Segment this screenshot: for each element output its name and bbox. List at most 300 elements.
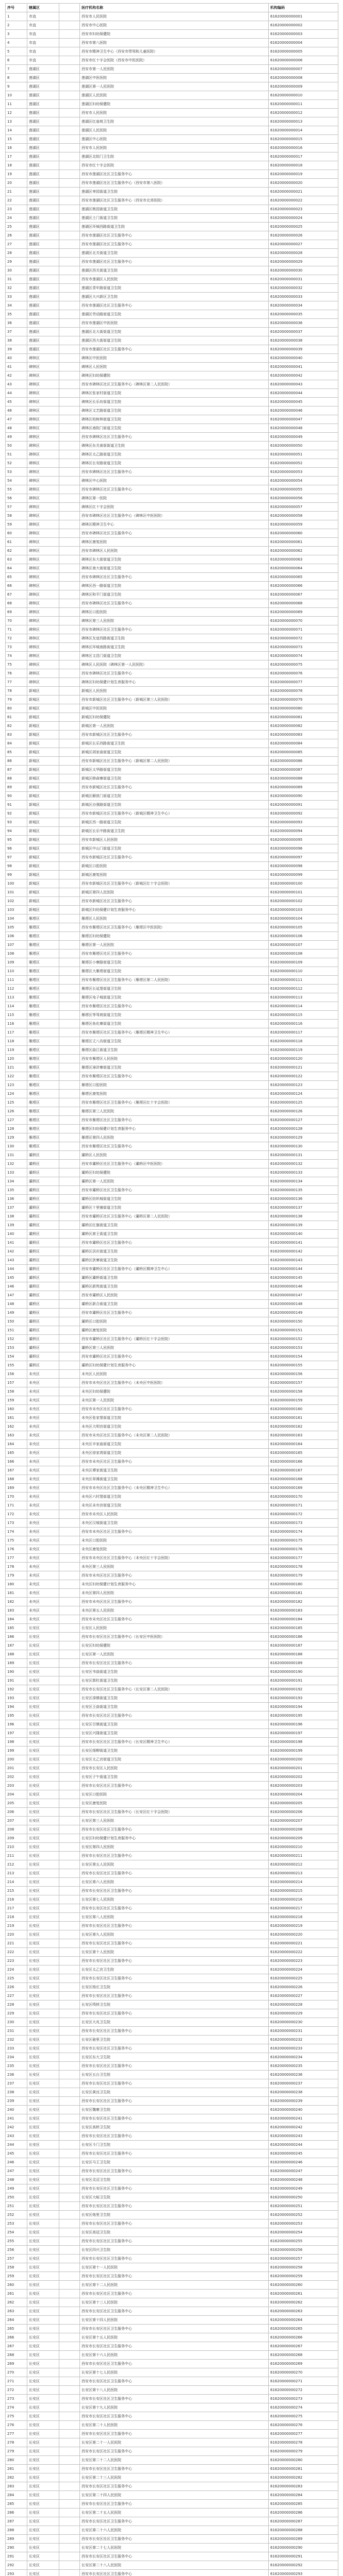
cell-institution-name: 莲湖区大兴新区卫生院	[80, 293, 269, 301]
cell-district: 长安区	[27, 2421, 59, 2430]
table-row	[6, 1230, 338, 1239]
cell-district: 碑林区	[27, 669, 59, 678]
table-row	[6, 82, 338, 91]
cell-institution-code: 61620000000068	[269, 599, 338, 608]
cell-index: 174	[6, 1528, 27, 1536]
cell-institution-name: 莲湖区枣园街道卫生院	[80, 188, 269, 196]
table-row	[6, 1028, 338, 1037]
cell-index: 37	[6, 328, 27, 336]
cell-street	[59, 608, 80, 617]
cell-institution-code: 61620000000273	[269, 2395, 338, 2403]
cell-institution-code: 61620000000268	[269, 2351, 338, 2360]
cell-district: 长安区	[27, 2176, 59, 2184]
cell-institution-name: 西安市莲湖区社区卫生服务中心	[80, 258, 269, 266]
cell-index: 78	[6, 687, 27, 696]
cell-district: 长安区	[27, 1808, 59, 1817]
cell-institution-code: 61620000000059	[269, 520, 338, 529]
cell-district: 灞桥区	[27, 1247, 59, 1256]
cell-street	[59, 1747, 80, 1755]
cell-institution-name: 新城区中山门街道卫生院	[80, 844, 269, 853]
cell-index: 92	[6, 809, 27, 818]
cell-institution-code: 61620000000280	[269, 2456, 338, 2465]
table-row	[6, 2333, 338, 2342]
cell-street	[59, 862, 80, 871]
cell-street	[59, 363, 80, 371]
cell-index: 41	[6, 363, 27, 371]
cell-institution-code: 61620000000287	[269, 2517, 338, 2526]
cell-institution-code: 61620000000148	[269, 1300, 338, 1309]
cell-district: 雁塔区	[27, 923, 59, 932]
cell-institution-code: 61620000000215	[269, 1887, 338, 1895]
cell-street	[59, 625, 80, 634]
cell-district: 碑林区	[27, 442, 59, 450]
cell-institution-name: 雁塔区等驾坡街道卫生院	[80, 1011, 269, 1020]
cell-street	[59, 1055, 80, 1063]
cell-district: 长安区	[27, 2438, 59, 2447]
cell-institution-name: 长安区子午街道卫生院	[80, 1773, 269, 1782]
cell-district: 长安区	[27, 2351, 59, 2360]
cell-institution-name: 西安市碑林区人民医院	[80, 547, 269, 555]
table-row	[6, 2079, 338, 2088]
cell-index: 270	[6, 2368, 27, 2377]
cell-institution-code: 61620000000151	[269, 1326, 338, 1335]
cell-district: 长安区	[27, 1948, 59, 1957]
cell-institution-code: 61620000000029	[269, 258, 338, 266]
cell-district: 碑林区	[27, 634, 59, 643]
cell-street	[59, 1247, 80, 1256]
cell-institution-code: 61620000000237	[269, 2079, 338, 2088]
cell-institution-code: 61620000000009	[269, 82, 338, 91]
cell-index: 33	[6, 293, 27, 301]
cell-institution-code: 61620000000270	[269, 2368, 338, 2377]
cell-institution-name: 碑林区妇幼保健计划生育服务中心	[80, 678, 269, 687]
cell-district: 长安区	[27, 2570, 59, 2576]
cell-district: 长安区	[27, 2079, 59, 2088]
cell-institution-code: 61620000000162	[269, 1422, 338, 1431]
cell-street	[59, 65, 80, 74]
cell-index: 93	[6, 818, 27, 827]
cell-street	[59, 2281, 80, 2290]
cell-index: 20	[6, 179, 27, 188]
cell-institution-code: 61620000000121	[269, 1063, 338, 1072]
table-row	[6, 1720, 338, 1729]
cell-institution-code: 61620000000245	[269, 2149, 338, 2158]
table-row	[6, 477, 338, 485]
cell-institution-name: 长安区第二十五人民医院	[80, 2509, 269, 2517]
cell-index: 170	[6, 1493, 27, 1501]
cell-street	[59, 389, 80, 398]
cell-street	[59, 1834, 80, 1843]
cell-index: 190	[6, 1668, 27, 1676]
cell-institution-name: 雁塔区曲江街道卫生院	[80, 1046, 269, 1055]
cell-street	[59, 2526, 80, 2535]
cell-index: 169	[6, 1484, 27, 1493]
cell-street	[59, 2465, 80, 2473]
cell-institution-code: 61620000000011	[269, 100, 338, 109]
cell-index: 191	[6, 1676, 27, 1685]
cell-street	[59, 1641, 80, 1650]
cell-street	[59, 1554, 80, 1563]
cell-district: 长安区	[27, 2552, 59, 2561]
table-row	[6, 1563, 338, 1571]
cell-street	[59, 319, 80, 328]
cell-institution-name: 长安区第二十二人民医院	[80, 2456, 269, 2465]
table-row	[6, 2255, 338, 2263]
cell-institution-name: 碑林区精神卫生中心	[80, 520, 269, 529]
cell-street	[59, 1282, 80, 1291]
table-row	[6, 249, 338, 258]
cell-street	[59, 1186, 80, 1195]
cell-street	[59, 985, 80, 993]
cell-street	[59, 932, 80, 941]
institution-table	[5, 3, 338, 2576]
cell-index: 71	[6, 625, 27, 634]
cell-street	[59, 1711, 80, 1720]
table-row	[6, 2202, 338, 2211]
cell-district: 碑林区	[27, 547, 59, 555]
cell-institution-name: 长安区韦曲街道卫生院	[80, 1668, 269, 1676]
cell-district: 市直	[27, 39, 59, 47]
cell-institution-code: 61620000000171	[269, 1501, 338, 1510]
cell-institution-code: 61620000000138	[269, 1212, 338, 1221]
cell-street	[59, 678, 80, 687]
cell-institution-name: 长安区砲里卫生院	[80, 2036, 269, 2044]
cell-district: 莲湖区	[27, 266, 59, 275]
table-row	[6, 1676, 338, 1685]
cell-district: 灞桥区	[27, 1239, 59, 1247]
cell-institution-code: 61620000000017	[269, 152, 338, 161]
cell-institution-code: 61620000000063	[269, 555, 338, 564]
table-row	[6, 1878, 338, 1887]
cell-index: 196	[6, 1720, 27, 1729]
cell-institution-name: 西安市雁塔区社区卫生服务中心（雁塔区第二人民医院）	[80, 976, 269, 985]
cell-institution-name: 碑林区文昌门街道卫生院	[80, 652, 269, 660]
cell-index: 31	[6, 275, 27, 284]
cell-index: 109	[6, 958, 27, 967]
cell-index: 130	[6, 1142, 27, 1151]
cell-institution-code: 61620000000132	[269, 1160, 338, 1168]
table-row	[6, 1493, 338, 1501]
cell-index: 245	[6, 2149, 27, 2158]
cell-street	[59, 2438, 80, 2447]
cell-district: 未央区	[27, 1422, 59, 1431]
cell-district: 碑林区	[27, 406, 59, 415]
cell-street	[59, 704, 80, 713]
table-row	[6, 844, 338, 853]
cell-institution-name: 西安市长安区社区卫生服务中心	[80, 2395, 269, 2403]
cell-district: 长安区	[27, 1624, 59, 1633]
cell-institution-name: 长安区妇幼保健院	[80, 1641, 269, 1650]
table-row	[6, 205, 338, 214]
cell-street	[59, 1738, 80, 1747]
cell-district: 市直	[27, 12, 59, 21]
cell-institution-name: 长安区第六人民医院	[80, 1878, 269, 1887]
cell-index: 6	[6, 56, 27, 65]
cell-index: 232	[6, 2036, 27, 2044]
table-row	[6, 1860, 338, 1869]
table-row	[6, 371, 338, 380]
table-row	[6, 1606, 338, 1615]
cell-index: 118	[6, 1037, 27, 1046]
cell-street	[59, 2228, 80, 2237]
cell-institution-code: 61620000000123	[269, 1081, 338, 1090]
cell-district: 莲湖区	[27, 205, 59, 214]
cell-street	[59, 696, 80, 704]
cell-district: 市直	[27, 56, 59, 65]
cell-district: 莲湖区	[27, 65, 59, 74]
cell-index: 89	[6, 783, 27, 792]
cell-institution-code: 61620000000066	[269, 582, 338, 590]
cell-street	[59, 652, 80, 660]
cell-district: 碑林区	[27, 590, 59, 599]
cell-street	[59, 74, 80, 82]
table-row	[6, 1274, 338, 1282]
cell-institution-name: 新城区太华路街道卫生院	[80, 766, 269, 774]
cell-street	[59, 809, 80, 818]
table-row	[6, 1659, 338, 1668]
cell-district: 雁塔区	[27, 1037, 59, 1046]
table-row	[6, 2106, 338, 2114]
cell-district: 长安区	[27, 1817, 59, 1825]
cell-street	[59, 871, 80, 879]
cell-institution-code: 61620000000072	[269, 634, 338, 643]
cell-index: 151	[6, 1326, 27, 1335]
cell-institution-code: 61620000000088	[269, 774, 338, 783]
cell-institution-name: 西安市雁塔区社区卫生服务中心	[80, 1116, 269, 1125]
cell-district: 长安区	[27, 1930, 59, 1939]
cell-institution-name: 西安市碑林区社区卫生服务中心	[80, 573, 269, 582]
cell-street	[59, 1335, 80, 1344]
table-row	[6, 2447, 338, 2456]
cell-street	[59, 1852, 80, 1860]
cell-street	[59, 853, 80, 862]
table-row	[6, 818, 338, 827]
cell-district: 新城区	[27, 853, 59, 862]
cell-institution-code: 61620000000221	[269, 1939, 338, 1948]
cell-institution-code: 61620000000244	[269, 2141, 338, 2149]
cell-district: 长安区	[27, 2544, 59, 2552]
cell-index: 61	[6, 538, 27, 547]
cell-district: 新城区	[27, 809, 59, 818]
cell-index: 97	[6, 853, 27, 862]
cell-institution-code: 61620000000282	[269, 2473, 338, 2482]
cell-index: 148	[6, 1300, 27, 1309]
cell-index: 161	[6, 1414, 27, 1422]
cell-institution-code: 61620000000292	[269, 2561, 338, 2570]
cell-index: 272	[6, 2386, 27, 2395]
cell-street	[59, 109, 80, 117]
cell-index: 59	[6, 520, 27, 529]
cell-index: 28	[6, 249, 27, 258]
table-row	[6, 1764, 338, 1773]
cell-institution-name: 雁塔区电子城街道卫生院	[80, 993, 269, 1002]
cell-index: 54	[6, 477, 27, 485]
cell-index: 35	[6, 310, 27, 319]
cell-index: 259	[6, 2272, 27, 2281]
cell-index: 201	[6, 1764, 27, 1773]
table-row	[6, 1239, 338, 1247]
cell-district: 碑林区	[27, 433, 59, 442]
cell-street	[59, 958, 80, 967]
cell-institution-name: 西安市长安区社区卫生服务中心	[80, 2307, 269, 2316]
cell-district: 长安区	[27, 1974, 59, 1983]
cell-institution-name: 长安区第八人民医院	[80, 1913, 269, 1922]
cell-index: 235	[6, 2062, 27, 2071]
cell-index: 50	[6, 442, 27, 450]
cell-index: 157	[6, 1379, 27, 1387]
cell-index: 48	[6, 424, 27, 433]
table-row	[6, 1904, 338, 1913]
cell-index: 292	[6, 2561, 27, 2570]
cell-street	[59, 433, 80, 442]
cell-street	[59, 275, 80, 284]
table-row	[6, 1545, 338, 1554]
cell-institution-name: 长安区兴隆街道卫生院	[80, 1729, 269, 1738]
cell-index: 149	[6, 1309, 27, 1317]
cell-index: 288	[6, 2526, 27, 2535]
cell-district: 长安区	[27, 2141, 59, 2149]
cell-district: 长安区	[27, 1641, 59, 1650]
cell-street	[59, 21, 80, 30]
table-row	[6, 1808, 338, 1817]
cell-district: 长安区	[27, 2211, 59, 2219]
table-row	[6, 1125, 338, 1133]
table-row	[6, 2246, 338, 2255]
cell-institution-code: 61620000000058	[269, 512, 338, 520]
cell-street	[59, 1895, 80, 1904]
cell-street	[59, 1449, 80, 1458]
cell-district: 长安区	[27, 1860, 59, 1869]
cell-institution-code: 61620000000223	[269, 1957, 338, 1965]
cell-institution-name: 西安市长安区社区卫生服务中心	[80, 1711, 269, 1720]
cell-district: 长安区	[27, 2018, 59, 2027]
cell-institution-code: 61620000000238	[269, 2088, 338, 2097]
cell-institution-name: 西安市碑林区社区卫生服务中心	[80, 625, 269, 634]
cell-district: 长安区	[27, 1887, 59, 1895]
cell-district: 莲湖区	[27, 74, 59, 82]
cell-institution-name: 西安市未央区社区卫生服务中心	[80, 1615, 269, 1624]
cell-index: 280	[6, 2456, 27, 2465]
cell-index: 29	[6, 258, 27, 266]
cell-institution-code: 61620000000128	[269, 1125, 338, 1133]
cell-institution-name: 碑林区南大街街道卫生院	[80, 564, 269, 573]
cell-street	[59, 1020, 80, 1028]
table-row	[6, 976, 338, 985]
cell-district: 长安区	[27, 2325, 59, 2333]
cell-district: 长安区	[27, 1939, 59, 1948]
cell-institution-name: 新城区解放门街道卫生院	[80, 792, 269, 801]
cell-institution-name: 莲湖区环城西路街道卫生院	[80, 223, 269, 231]
cell-index: 144	[6, 1265, 27, 1274]
table-row	[6, 1098, 338, 1107]
cell-institution-name: 未央区草滩街道卫生院	[80, 1475, 269, 1484]
cell-index: 181	[6, 1589, 27, 1598]
cell-institution-code: 61620000000082	[269, 722, 338, 731]
table-row	[6, 1930, 338, 1939]
cell-institution-code: 61620000000052	[269, 459, 338, 468]
cell-district: 长安区	[27, 1852, 59, 1860]
cell-index: 87	[6, 766, 27, 774]
cell-district: 莲湖区	[27, 275, 59, 284]
cell-institution-name: 西安市人民医院	[80, 109, 269, 117]
cell-index: 110	[6, 967, 27, 976]
cell-institution-code: 61620000000110	[269, 967, 338, 976]
cell-institution-name: 碑林区和平门街道卫生院	[80, 590, 269, 599]
cell-institution-code: 61620000000141	[269, 1239, 338, 1247]
cell-street	[59, 398, 80, 406]
cell-street	[59, 1160, 80, 1168]
cell-institution-name: 西安市长安区社区卫生服务中心	[80, 2202, 269, 2211]
cell-district: 莲湖区	[27, 293, 59, 301]
cell-street	[59, 117, 80, 126]
cell-institution-code: 61620000000168	[269, 1475, 338, 1484]
table-row	[6, 2570, 338, 2576]
cell-street	[59, 2141, 80, 2149]
cell-district: 长安区	[27, 2184, 59, 2193]
cell-district: 灞桥区	[27, 1265, 59, 1274]
cell-district: 新城区	[27, 731, 59, 739]
table-row	[6, 1755, 338, 1764]
cell-institution-code: 61620000000290	[269, 2544, 338, 2552]
table-row	[6, 1431, 338, 1440]
cell-index: 251	[6, 2202, 27, 2211]
cell-district: 未央区	[27, 1501, 59, 1510]
cell-street	[59, 2027, 80, 2036]
cell-street	[59, 1002, 80, 1011]
table-row	[6, 801, 338, 809]
cell-institution-name: 长安区第十三人民医院	[80, 2298, 269, 2307]
table-row	[6, 2237, 338, 2246]
cell-street	[59, 284, 80, 293]
cell-street	[59, 634, 80, 643]
cell-district: 长安区	[27, 2193, 59, 2202]
cell-institution-code: 61620000000033	[269, 293, 338, 301]
cell-institution-name: 西安市长安区社区卫生服务中心	[80, 1659, 269, 1668]
cell-institution-name: 西安市精神卫生中心（西安市带领和儿童医院）	[80, 47, 269, 56]
cell-district: 碑林区	[27, 564, 59, 573]
cell-district: 长安区	[27, 2482, 59, 2491]
cell-street	[59, 1659, 80, 1668]
cell-district: 市直	[27, 21, 59, 30]
table-row	[6, 2526, 338, 2535]
cell-index: 195	[6, 1711, 27, 1720]
cell-district: 长安区	[27, 2491, 59, 2500]
cell-index: 202	[6, 1773, 27, 1782]
table-row	[6, 827, 338, 836]
table-row	[6, 2228, 338, 2237]
cell-index: 200	[6, 1755, 27, 1764]
table-row	[6, 1282, 338, 1291]
cell-index: 65	[6, 573, 27, 582]
cell-district: 莲湖区	[27, 214, 59, 223]
cell-institution-code: 61620000000093	[269, 818, 338, 827]
cell-street	[59, 39, 80, 47]
cell-district: 市直	[27, 30, 59, 39]
cell-institution-code: 61620000000156	[269, 1370, 338, 1379]
cell-index: 192	[6, 1685, 27, 1694]
cell-index: 12	[6, 109, 27, 117]
cell-district: 雁塔区	[27, 1107, 59, 1116]
cell-street	[59, 1782, 80, 1790]
cell-index: 279	[6, 2447, 27, 2456]
cell-institution-name: 灞桥区康复医院	[80, 1326, 269, 1335]
table-row	[6, 1221, 338, 1230]
cell-institution-code: 61620000000222	[269, 1948, 338, 1957]
cell-street	[59, 1729, 80, 1738]
cell-street	[59, 529, 80, 538]
cell-institution-name: 西安市长安区社区卫生服务中心	[80, 2412, 269, 2421]
table-row	[6, 442, 338, 450]
